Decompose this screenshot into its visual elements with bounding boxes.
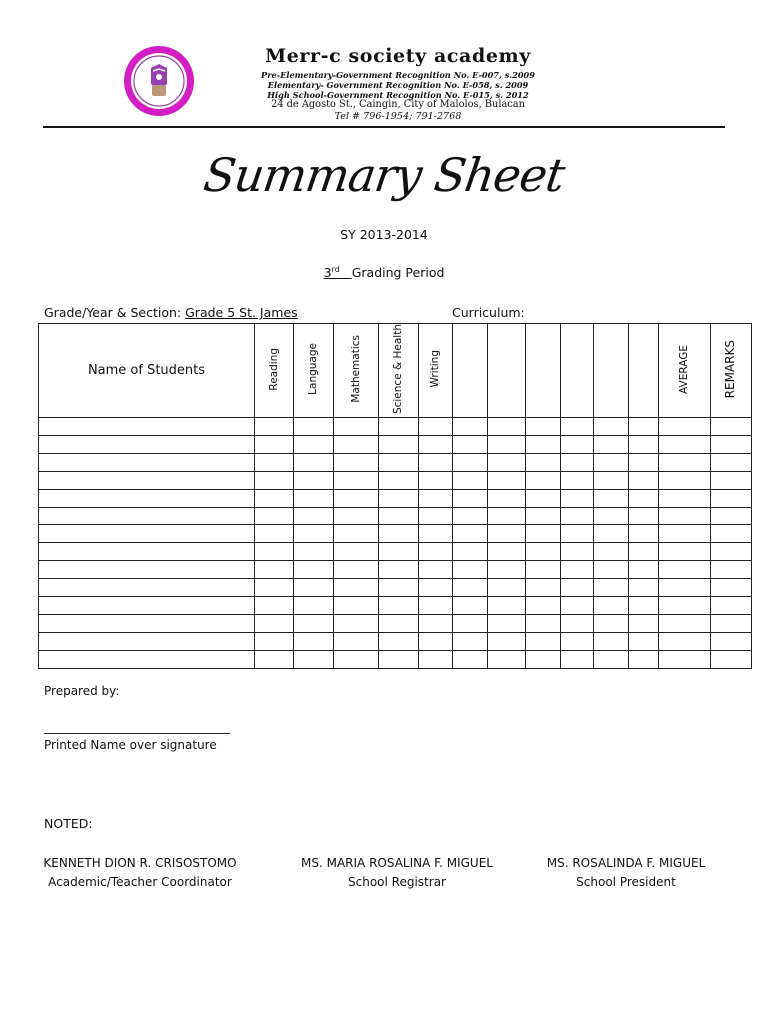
table-row	[39, 453, 752, 471]
student-name-cell[interactable]	[39, 471, 255, 489]
grade-cell[interactable]	[488, 650, 526, 668]
grade-cell[interactable]	[255, 435, 294, 453]
grade-cell[interactable]	[711, 471, 752, 489]
table-row	[39, 471, 752, 489]
grade-cell[interactable]	[561, 471, 594, 489]
grade-section-label: Grade/Year & Section:	[44, 305, 182, 320]
grade-cell[interactable]	[526, 650, 561, 668]
grade-cell[interactable]	[334, 453, 379, 471]
grade-cell[interactable]	[419, 632, 453, 650]
grade-cell[interactable]	[334, 418, 379, 436]
grade-cell[interactable]	[419, 561, 453, 579]
grade-cell[interactable]	[561, 543, 594, 561]
grade-cell[interactable]	[379, 471, 419, 489]
grade-cell[interactable]	[334, 543, 379, 561]
school-name: Merr-c society academy	[265, 45, 531, 67]
grade-cell[interactable]	[526, 507, 561, 525]
grade-cell[interactable]	[526, 453, 561, 471]
grade-cell[interactable]	[255, 632, 294, 650]
grade-cell[interactable]	[379, 507, 419, 525]
grade-cell[interactable]	[629, 561, 659, 579]
grade-cell[interactable]	[594, 453, 629, 471]
grade-cell[interactable]	[711, 596, 752, 614]
average-header-label: AVERAGE	[678, 344, 691, 394]
grade-cell[interactable]	[594, 579, 629, 597]
grade-cell[interactable]	[255, 525, 294, 543]
grade-cell[interactable]	[334, 579, 379, 597]
grade-cell[interactable]	[419, 489, 453, 507]
student-name-cell[interactable]	[39, 435, 255, 453]
name-of-students-header: Name of Students	[39, 324, 255, 418]
subject-header-reading	[255, 324, 294, 418]
subject-header-mathematics	[334, 324, 379, 418]
grade-cell[interactable]	[629, 507, 659, 525]
grade-cell[interactable]	[711, 561, 752, 579]
grade-cell[interactable]	[561, 525, 594, 543]
grade-cell[interactable]	[294, 453, 334, 471]
grade-cell[interactable]	[711, 525, 752, 543]
grade-cell[interactable]	[453, 561, 488, 579]
grade-cell[interactable]	[255, 489, 294, 507]
grade-cell[interactable]	[526, 471, 561, 489]
student-name-cell[interactable]	[39, 453, 255, 471]
grade-cell[interactable]	[711, 418, 752, 436]
grade-cell[interactable]	[334, 435, 379, 453]
grade-cell[interactable]	[659, 543, 711, 561]
grade-cell[interactable]	[453, 632, 488, 650]
grade-cell[interactable]	[561, 489, 594, 507]
grade-cell[interactable]	[488, 525, 526, 543]
grade-cell[interactable]	[419, 614, 453, 632]
grade-cell[interactable]	[488, 596, 526, 614]
grade-cell[interactable]	[294, 579, 334, 597]
grade-cell[interactable]	[453, 650, 488, 668]
table-row	[39, 596, 752, 614]
table-row	[39, 614, 752, 632]
summary-table	[38, 323, 752, 669]
grade-cell[interactable]	[379, 596, 419, 614]
grade-cell[interactable]	[488, 543, 526, 561]
grade-cell[interactable]	[488, 561, 526, 579]
grade-cell[interactable]	[711, 543, 752, 561]
grade-cell[interactable]	[629, 579, 659, 597]
prepared-by-label: Prepared by:	[44, 684, 120, 698]
grade-cell[interactable]	[255, 596, 294, 614]
table-row	[39, 489, 752, 507]
student-name-cell[interactable]	[39, 561, 255, 579]
table-row	[39, 650, 752, 668]
grade-cell[interactable]	[334, 561, 379, 579]
grade-cell[interactable]	[488, 614, 526, 632]
grade-cell[interactable]	[379, 579, 419, 597]
grade-cell[interactable]	[526, 543, 561, 561]
student-name-cell[interactable]	[39, 543, 255, 561]
grade-cell[interactable]	[711, 579, 752, 597]
table-row	[39, 525, 752, 543]
grade-cell[interactable]	[255, 471, 294, 489]
grade-cell[interactable]	[255, 650, 294, 668]
grade-cell[interactable]	[594, 614, 629, 632]
grade-cell[interactable]	[419, 471, 453, 489]
grade-section-value: Grade 5 St. James	[185, 305, 298, 320]
header-divider	[43, 126, 725, 128]
grade-cell[interactable]	[419, 596, 453, 614]
grade-cell[interactable]	[488, 632, 526, 650]
curriculum-label: Curriculum:	[452, 305, 525, 320]
table-row	[39, 632, 752, 650]
grade-cell[interactable]	[711, 453, 752, 471]
school-year: SY 2013-2014	[340, 227, 428, 242]
signatory-name: MS. MARIA ROSALINA F. MIGUEL	[301, 856, 493, 870]
grade-cell[interactable]	[659, 489, 711, 507]
grade-cell[interactable]	[561, 561, 594, 579]
grade-cell[interactable]	[419, 418, 453, 436]
grade-cell[interactable]	[711, 435, 752, 453]
subject-label: Writing	[429, 350, 442, 388]
grade-cell[interactable]	[629, 614, 659, 632]
student-name-cell[interactable]	[39, 525, 255, 543]
grade-cell[interactable]	[453, 543, 488, 561]
grade-cell[interactable]	[294, 561, 334, 579]
grade-cell[interactable]	[379, 561, 419, 579]
signatory-name: KENNETH DION R. CRISOSTOMO	[43, 856, 237, 870]
grade-cell[interactable]	[334, 507, 379, 525]
table-row	[39, 507, 752, 525]
grade-cell[interactable]	[488, 507, 526, 525]
school-address: 24 de Agosto St., Caingin, City of Malolos, Bulacan	[271, 99, 525, 110]
grade-cell[interactable]	[255, 543, 294, 561]
signatory-president	[516, 854, 736, 892]
grade-cell[interactable]	[453, 453, 488, 471]
printed-name-label: Printed Name over signature	[44, 738, 217, 752]
remarks-header-label: REMARKS	[723, 339, 738, 399]
grade-cell[interactable]	[334, 632, 379, 650]
subject-header-blank	[526, 324, 561, 418]
grade-cell[interactable]	[294, 489, 334, 507]
subject-label: Science & Health	[392, 324, 405, 415]
grade-cell[interactable]	[659, 596, 711, 614]
signatory-name: MS. ROSALINDA F. MIGUEL	[546, 856, 706, 870]
grade-cell[interactable]	[488, 471, 526, 489]
signatory-role: School Registrar	[348, 875, 446, 889]
grade-cell[interactable]	[594, 543, 629, 561]
grade-cell[interactable]	[629, 632, 659, 650]
grade-cell[interactable]	[659, 632, 711, 650]
grade-cell[interactable]	[629, 418, 659, 436]
grade-cell[interactable]	[334, 596, 379, 614]
student-name-cell[interactable]	[39, 650, 255, 668]
grade-cell[interactable]	[711, 489, 752, 507]
grade-cell[interactable]	[419, 579, 453, 597]
grade-cell[interactable]	[629, 471, 659, 489]
recognition-line: Elementary- Government Recognition No. E-058, s. 2009	[267, 80, 529, 90]
student-name-cell[interactable]	[39, 632, 255, 650]
grade-cell[interactable]	[294, 614, 334, 632]
grade-cell[interactable]	[334, 489, 379, 507]
page-title: Summary Sheet	[200, 148, 568, 202]
grade-cell[interactable]	[711, 650, 752, 668]
grade-cell[interactable]	[453, 418, 488, 436]
grade-cell[interactable]	[659, 614, 711, 632]
subject-header-blank	[561, 324, 594, 418]
grade-cell[interactable]	[294, 632, 334, 650]
grade-cell[interactable]	[488, 435, 526, 453]
grade-cell[interactable]	[659, 507, 711, 525]
grade-cell[interactable]	[561, 650, 594, 668]
grade-cell[interactable]	[453, 489, 488, 507]
table-row	[39, 543, 752, 561]
grade-cell[interactable]	[561, 435, 594, 453]
grade-cell[interactable]	[629, 543, 659, 561]
grade-cell[interactable]	[255, 614, 294, 632]
grade-cell[interactable]	[488, 579, 526, 597]
grade-cell[interactable]	[379, 632, 419, 650]
grade-cell[interactable]	[659, 418, 711, 436]
signatory-coordinator	[30, 854, 250, 892]
grade-cell[interactable]	[629, 453, 659, 471]
grade-cell[interactable]	[294, 418, 334, 436]
signatory-registrar	[287, 854, 507, 892]
table-row	[39, 418, 752, 436]
grading-period-label: Grading Period	[351, 265, 445, 281]
grade-cell[interactable]	[711, 507, 752, 525]
student-name-cell[interactable]	[39, 507, 255, 525]
grade-cell[interactable]	[711, 632, 752, 650]
grade-cell[interactable]	[294, 471, 334, 489]
grade-cell[interactable]	[379, 614, 419, 632]
grade-cell[interactable]	[294, 525, 334, 543]
grade-cell[interactable]	[294, 543, 334, 561]
table-row	[39, 435, 752, 453]
grade-cell[interactable]	[561, 596, 594, 614]
grade-cell[interactable]	[526, 435, 561, 453]
noted-label: NOTED:	[44, 816, 93, 831]
grade-cell[interactable]	[594, 418, 629, 436]
signatory-role: School President	[576, 875, 676, 889]
grade-cell[interactable]	[526, 632, 561, 650]
school-telephone: Tel # 796-1954; 791-2768	[334, 111, 462, 122]
grade-cell[interactable]	[629, 489, 659, 507]
grade-cell[interactable]	[594, 489, 629, 507]
grade-cell[interactable]	[419, 525, 453, 543]
grade-cell[interactable]	[711, 614, 752, 632]
subject-label: Mathematics	[349, 335, 362, 403]
grade-cell[interactable]	[255, 579, 294, 597]
grade-cell[interactable]	[419, 435, 453, 453]
subject-header-writing	[419, 324, 453, 418]
grade-cell[interactable]	[379, 650, 419, 668]
table-header-row	[39, 324, 752, 418]
subject-header-science-health	[379, 324, 419, 418]
grade-cell[interactable]	[659, 650, 711, 668]
grade-cell[interactable]	[526, 525, 561, 543]
grade-cell[interactable]	[255, 561, 294, 579]
grade-cell[interactable]	[594, 471, 629, 489]
grade-cell[interactable]	[419, 650, 453, 668]
subject-header-blank	[488, 324, 526, 418]
grade-cell[interactable]	[488, 453, 526, 471]
grade-cell[interactable]	[419, 453, 453, 471]
grade-cell[interactable]	[594, 561, 629, 579]
grade-cell[interactable]	[453, 471, 488, 489]
grading-period-ordinal: 3rd	[323, 265, 340, 281]
subject-header-blank	[594, 324, 629, 418]
grade-cell[interactable]	[561, 418, 594, 436]
grade-cell[interactable]	[594, 596, 629, 614]
grade-cell[interactable]	[659, 435, 711, 453]
grade-cell[interactable]	[526, 489, 561, 507]
grade-cell[interactable]	[255, 418, 294, 436]
grade-cell[interactable]	[255, 507, 294, 525]
grade-cell[interactable]	[453, 614, 488, 632]
grade-cell[interactable]	[659, 453, 711, 471]
grade-cell[interactable]	[294, 507, 334, 525]
school-logo	[122, 44, 196, 118]
student-name-cell[interactable]	[39, 489, 255, 507]
signature-line	[44, 733, 230, 734]
recognition-line: Pre-Elementary-Government Recognition No. E-007, s.2009	[261, 70, 535, 80]
subject-header-blank	[629, 324, 659, 418]
table-row	[39, 579, 752, 597]
subject-label: Reading	[267, 347, 280, 391]
grade-cell[interactable]	[526, 579, 561, 597]
grade-cell[interactable]	[419, 507, 453, 525]
grade-cell[interactable]	[488, 418, 526, 436]
grade-cell[interactable]	[594, 525, 629, 543]
grade-cell[interactable]	[629, 525, 659, 543]
grade-cell[interactable]	[334, 650, 379, 668]
grade-cell[interactable]	[659, 561, 711, 579]
grade-cell[interactable]	[453, 579, 488, 597]
grade-cell[interactable]	[526, 561, 561, 579]
grade-cell[interactable]	[379, 453, 419, 471]
grade-cell[interactable]	[255, 453, 294, 471]
grade-cell[interactable]	[561, 453, 594, 471]
grade-cell[interactable]	[294, 650, 334, 668]
grade-cell[interactable]	[526, 614, 561, 632]
average-header	[659, 324, 711, 418]
grade-cell[interactable]	[379, 435, 419, 453]
grade-cell[interactable]	[659, 525, 711, 543]
grade-cell[interactable]	[561, 632, 594, 650]
student-name-cell[interactable]	[39, 614, 255, 632]
grade-cell[interactable]	[379, 418, 419, 436]
grade-cell[interactable]	[294, 435, 334, 453]
student-name-cell[interactable]	[39, 596, 255, 614]
grade-cell[interactable]	[334, 614, 379, 632]
grade-cell[interactable]	[629, 435, 659, 453]
remarks-header	[711, 324, 752, 418]
grade-section	[44, 305, 298, 320]
student-name-cell[interactable]	[39, 418, 255, 436]
grade-cell[interactable]	[334, 471, 379, 489]
grade-cell[interactable]	[561, 507, 594, 525]
grade-cell[interactable]	[526, 596, 561, 614]
grade-cell[interactable]	[561, 579, 594, 597]
grade-cell[interactable]	[379, 525, 419, 543]
grade-cell[interactable]	[659, 471, 711, 489]
grade-cell[interactable]	[629, 596, 659, 614]
grade-cell[interactable]	[594, 507, 629, 525]
grade-cell[interactable]	[659, 579, 711, 597]
grade-cell[interactable]	[526, 418, 561, 436]
subject-label: Language	[307, 343, 320, 395]
recognition-line: High School-Government Recognition No. E-015, s. 2012	[267, 90, 529, 100]
grading-period	[0, 265, 768, 280]
grade-cell[interactable]	[453, 507, 488, 525]
grade-cell[interactable]	[453, 435, 488, 453]
grade-cell[interactable]	[488, 489, 526, 507]
grade-cell[interactable]	[561, 614, 594, 632]
grade-cell[interactable]	[594, 435, 629, 453]
student-name-cell[interactable]	[39, 579, 255, 597]
grade-cell[interactable]	[419, 543, 453, 561]
grade-cell[interactable]	[379, 489, 419, 507]
grade-cell[interactable]	[453, 525, 488, 543]
grade-cell[interactable]	[294, 596, 334, 614]
grade-cell[interactable]	[379, 543, 419, 561]
grade-cell[interactable]	[453, 596, 488, 614]
grade-cell[interactable]	[594, 632, 629, 650]
signatory-role: Academic/Teacher Coordinator	[48, 875, 232, 889]
grade-cell[interactable]	[629, 650, 659, 668]
grade-cell[interactable]	[334, 525, 379, 543]
grade-cell[interactable]	[594, 650, 629, 668]
table-row	[39, 561, 752, 579]
subject-header-language	[294, 324, 334, 418]
subject-header-blank	[453, 324, 488, 418]
